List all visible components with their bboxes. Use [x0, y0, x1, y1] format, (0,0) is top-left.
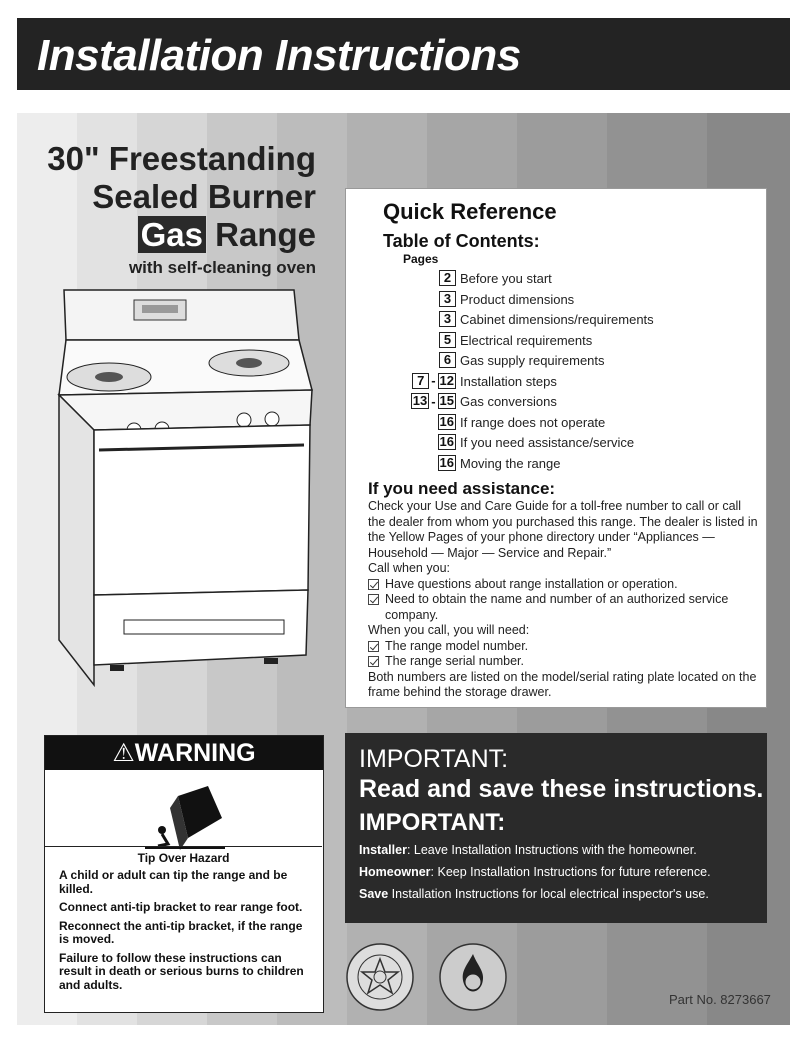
assistance-closing: Both numbers are listed on the model/serial rating plate located on the frame behind the storage drawer.: [368, 669, 757, 699]
pages-label: Pages: [403, 252, 439, 266]
hazard-title: Tip Over Hazard: [137, 851, 230, 865]
quick-reference-title: Quick Reference: [383, 199, 557, 224]
page-title: Installation Instructions: [37, 31, 521, 80]
toc-pages: [439, 291, 456, 307]
toc-row: [366, 392, 756, 413]
toc-pages: [412, 373, 456, 389]
call-item: Need to obtain the name and number of an authorized service company.: [368, 592, 758, 623]
toc-label: Moving the range: [460, 455, 561, 471]
toc-row: [366, 372, 756, 393]
call-when-label: Call when you:: [368, 561, 450, 575]
warning-box: [44, 735, 324, 1013]
toc-row: [366, 290, 756, 311]
page-number-box: 15: [439, 393, 454, 408]
page-number-box: 3: [439, 291, 456, 307]
product-title-line1: 30" Freestanding: [47, 140, 316, 177]
header-band: [17, 18, 790, 90]
toc-label: Electrical requirements: [460, 332, 593, 348]
warning-line: Connect anti-tip bracket to rear range foot.: [59, 900, 303, 914]
toc-label: Gas conversions: [460, 394, 557, 409]
call-item: Have questions about range installation or operation.: [368, 577, 758, 593]
need-item: The range serial number.: [368, 654, 758, 670]
design-certified-seal: [345, 942, 415, 1012]
need-item: The range model number.: [368, 639, 758, 655]
range-label: Range: [215, 216, 316, 253]
toc-pages: [438, 434, 456, 450]
assistance-body: [368, 499, 758, 701]
page-number-box: 16: [439, 434, 454, 449]
toc-title: Table of Contents:: [383, 231, 540, 251]
page-number-box: 12: [439, 372, 454, 388]
toc-label: If range does not operate: [460, 414, 606, 430]
toc-label: Cabinet dimensions/requirements: [460, 312, 654, 327]
checkbox-icon: [368, 656, 379, 667]
toc-pages: [439, 352, 456, 368]
checkbox-icon: [368, 641, 379, 652]
toc-row: [366, 433, 756, 454]
page-number-box: 3: [439, 311, 456, 327]
quick-reference-box: [345, 188, 767, 708]
product-title-line2: Sealed Burner: [92, 178, 316, 215]
need-label: When you call, you will need:: [368, 623, 530, 637]
toc-list: [366, 269, 756, 474]
page-number-box: 5: [439, 332, 456, 348]
toc-row: [366, 269, 756, 290]
page-number-box: 7: [412, 373, 429, 389]
checkbox-icon: [368, 594, 379, 605]
page-number-box: 16: [439, 454, 454, 470]
toc-pages: [438, 414, 456, 430]
page-range-dash: -: [431, 373, 436, 388]
certified-seal: [438, 942, 508, 1012]
toc-pages: [439, 332, 456, 348]
important-item: Homeowner: Keep Installation Instructions for future reference.: [359, 865, 711, 879]
page-number-box: 2: [439, 270, 456, 286]
toc-label: Before you start: [460, 271, 552, 286]
warning-line: Failure to follow these instructions can result in death or serious burns to children and adults.: [59, 950, 304, 992]
toc-label: Installation steps: [460, 373, 557, 389]
toc-row: [366, 351, 756, 372]
warning-text: [59, 869, 314, 997]
important-box: [345, 733, 767, 923]
toc-row: [366, 310, 756, 331]
toc-pages: [439, 311, 456, 327]
warning-header: ⚠WARNING: [45, 736, 323, 770]
range-illustration: [54, 285, 324, 695]
toc-pages: [411, 393, 456, 409]
page-number-box: 16: [439, 413, 454, 429]
important-item: Save Installation Instructions for local electrical inspector's use.: [359, 887, 709, 901]
assistance-title: If you need assistance:: [368, 479, 556, 498]
gas-label: Gas: [138, 216, 206, 253]
page-number-box: 13: [412, 393, 428, 408]
save-instructions-heading: Read and save these instructions.: [359, 775, 764, 803]
important-subheading: IMPORTANT:: [359, 809, 506, 836]
toc-label: Gas supply requirements: [460, 353, 605, 368]
important-heading: IMPORTANT:: [359, 745, 509, 773]
part-number: Part No. 8273667: [669, 992, 771, 1007]
warning-divider: [45, 846, 322, 847]
toc-pages: [439, 270, 456, 286]
toc-row: [366, 413, 756, 434]
checkbox-icon: [368, 579, 379, 590]
product-title: [47, 140, 316, 254]
toc-row: [366, 331, 756, 352]
toc-row: [366, 454, 756, 475]
product-subtitle: with self-cleaning oven: [128, 258, 316, 277]
warning-line: A child or adult can tip the range and be killed.: [59, 868, 288, 896]
page-range-dash: -: [431, 393, 436, 409]
toc-label: If you need assistance/service: [460, 435, 635, 450]
toc-pages: [438, 455, 456, 471]
assistance-intro: Check your Use and Care Guide for a toll-free number to call or call the dealer from whom you purchased this range. The dealer is listed in the Yellow Pages of your phone directory under “Appliances — Household — Major — Service and Repair.”: [368, 499, 758, 560]
important-list: [359, 839, 711, 905]
alert-triangle-icon: ⚠: [112, 739, 135, 767]
toc-label: Product dimensions: [460, 291, 575, 307]
warning-line: Reconnect the anti-tip bracket, if the range is moved.: [59, 918, 303, 946]
page-number-box: 6: [439, 352, 456, 368]
important-item: Installer: Leave Installation Instructions with the homeowner.: [359, 843, 697, 857]
product-title-line3: [47, 216, 316, 254]
